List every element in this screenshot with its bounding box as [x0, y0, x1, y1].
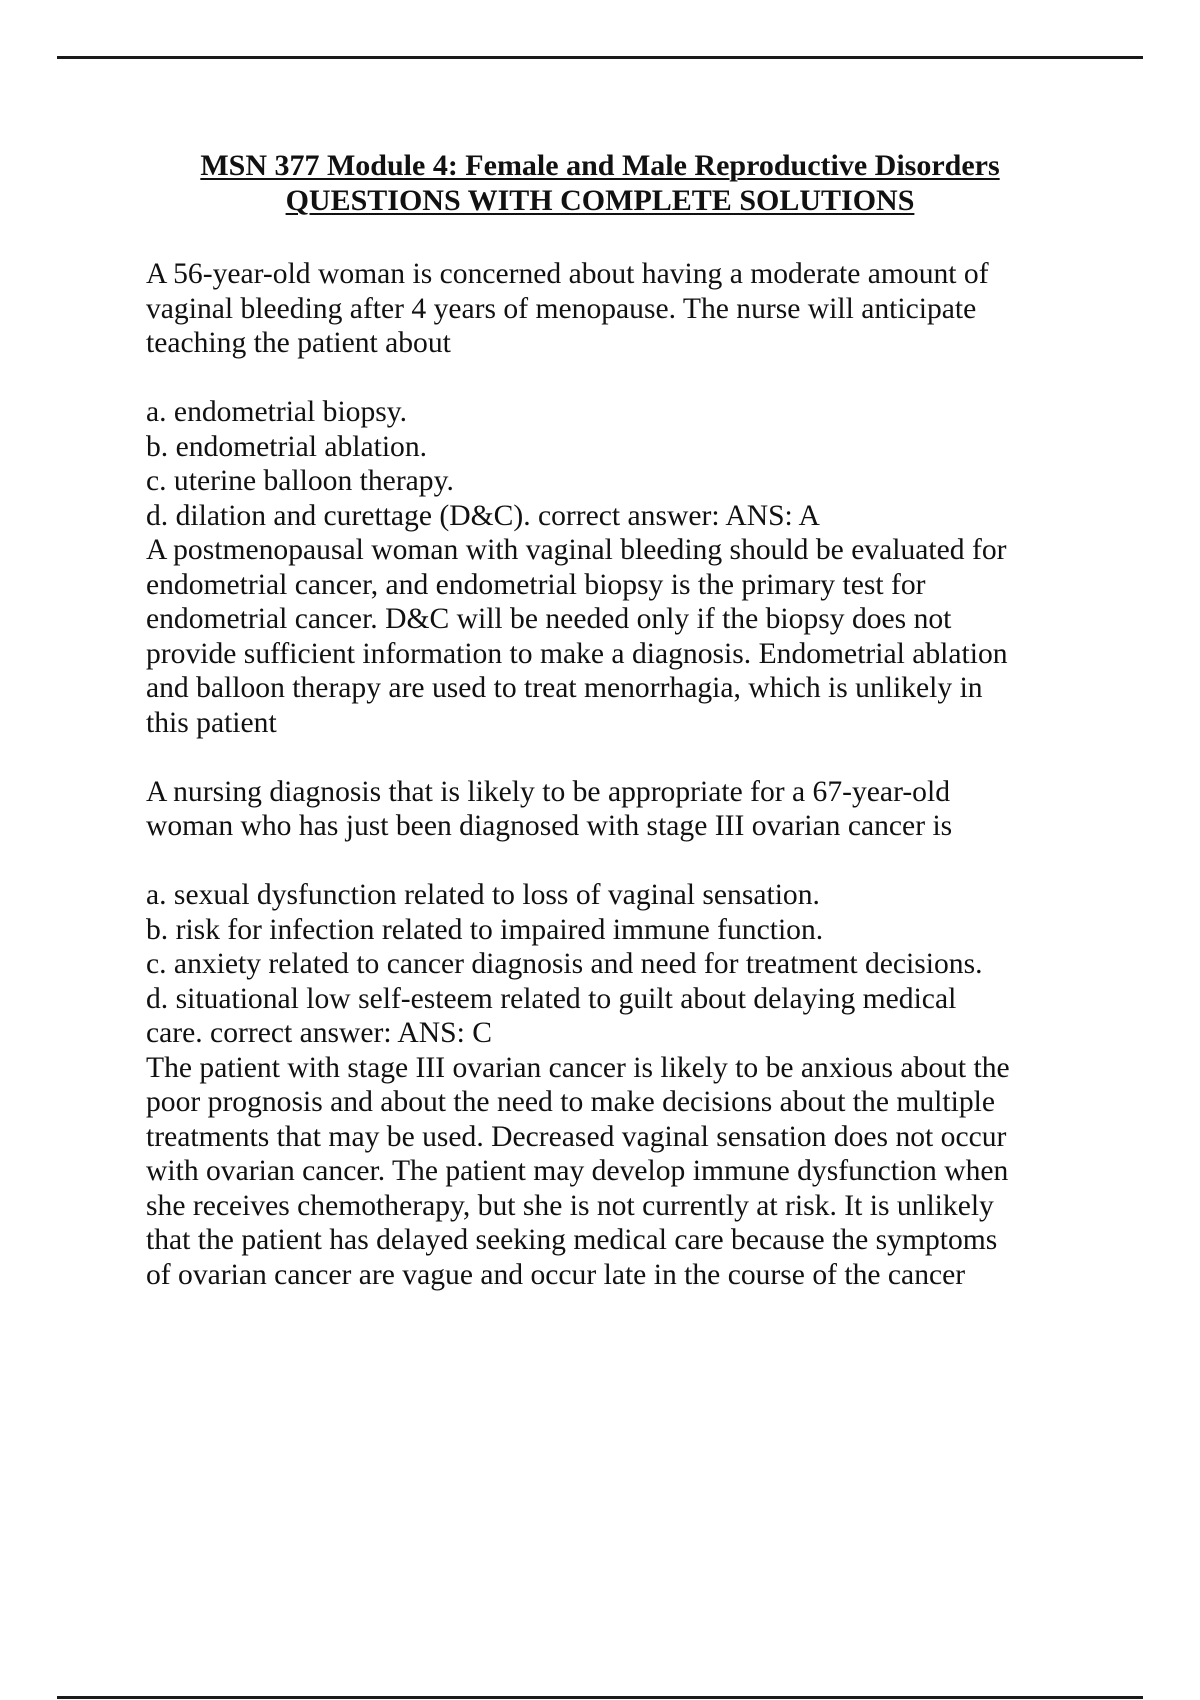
question-1	[146, 257, 1146, 740]
rationale	[146, 1051, 1146, 1293]
question-2	[146, 775, 1146, 1293]
stem-line: A 56-year-old woman is concerned about having a moderate amount of	[146, 258, 989, 290]
rationale-line: provide sufficient information to make a diagnosis. Endometrial ablation	[146, 637, 1008, 670]
option-d-with-answer: d. dilation and curettage (D&C). correct answer: ANS: A	[146, 499, 820, 532]
rationale-line: and balloon therapy are used to treat menorrhagia, which is unlikely in	[146, 672, 983, 704]
option-b: b. endometrial ablation.	[146, 430, 428, 463]
document-body	[146, 257, 1146, 1292]
rationale-line: The patient with stage III ovarian cancer is likely to be anxious about the	[146, 1051, 1010, 1084]
rationale-line: treatments that may be used. Decreased vaginal sensation does not occur	[146, 1120, 1007, 1153]
option-a: a. endometrial biopsy.	[146, 396, 408, 428]
title-line-2: QUESTIONS WITH COMPLETE SOLUTIONS	[285, 184, 915, 217]
document-title	[0, 148, 1200, 218]
spacer	[146, 361, 1146, 396]
rationale-line: of ovarian cancer are vague and occur late in the course of the cancer	[146, 1258, 966, 1291]
rationale	[146, 533, 1146, 740]
stem-line: woman who has just been diagnosed with stage III ovarian cancer is	[146, 810, 953, 842]
option-c: c. uterine balloon therapy.	[146, 465, 454, 497]
rationale-line: this patient	[146, 706, 277, 739]
footer-rule	[57, 1696, 1143, 1699]
stem-line: teaching the patient about	[146, 327, 451, 359]
option-d-continued-with-answer: care. correct answer: ANS: C	[146, 1017, 492, 1049]
rationale-line: she receives chemotherapy, but she is not currently at risk. It is unlikely	[146, 1189, 994, 1222]
answer-options	[146, 395, 1146, 533]
rationale-line: endometrial cancer. D&C will be needed only if the biopsy does not	[146, 603, 952, 635]
option-d: d. situational low self-esteem related to guilt about delaying medical	[146, 982, 957, 1015]
question-stem	[146, 775, 1146, 844]
stem-line: vaginal bleeding after 4 years of menopause. The nurse will anticipate	[146, 292, 977, 325]
header-rule	[57, 56, 1143, 59]
rationale-line: poor prognosis and about the need to make decisions about the multiple	[146, 1086, 995, 1118]
option-b: b. risk for infection related to impaired immune function.	[146, 913, 824, 946]
rationale-line: A postmenopausal woman with vaginal bleeding should be evaluated for	[146, 534, 1007, 566]
rationale-line: endometrial cancer, and endometrial biopsy is the primary test for	[146, 568, 926, 601]
rationale-line: with ovarian cancer. The patient may develop immune dysfunction when	[146, 1155, 1009, 1187]
rationale-line: that the patient has delayed seeking medical care because the symptoms	[146, 1224, 998, 1256]
answer-options	[146, 878, 1146, 1051]
spacer	[146, 740, 1146, 775]
stem-line: A nursing diagnosis that is likely to be appropriate for a 67-year-old	[146, 775, 951, 808]
option-c: c. anxiety related to cancer diagnosis and need for treatment decisions.	[146, 948, 983, 980]
title-line-1: MSN 377 Module 4: Female and Male Reproductive Disorders	[200, 149, 1000, 182]
spacer	[146, 844, 1146, 879]
question-stem	[146, 257, 1146, 361]
option-a: a. sexual dysfunction related to loss of vaginal sensation.	[146, 879, 820, 911]
